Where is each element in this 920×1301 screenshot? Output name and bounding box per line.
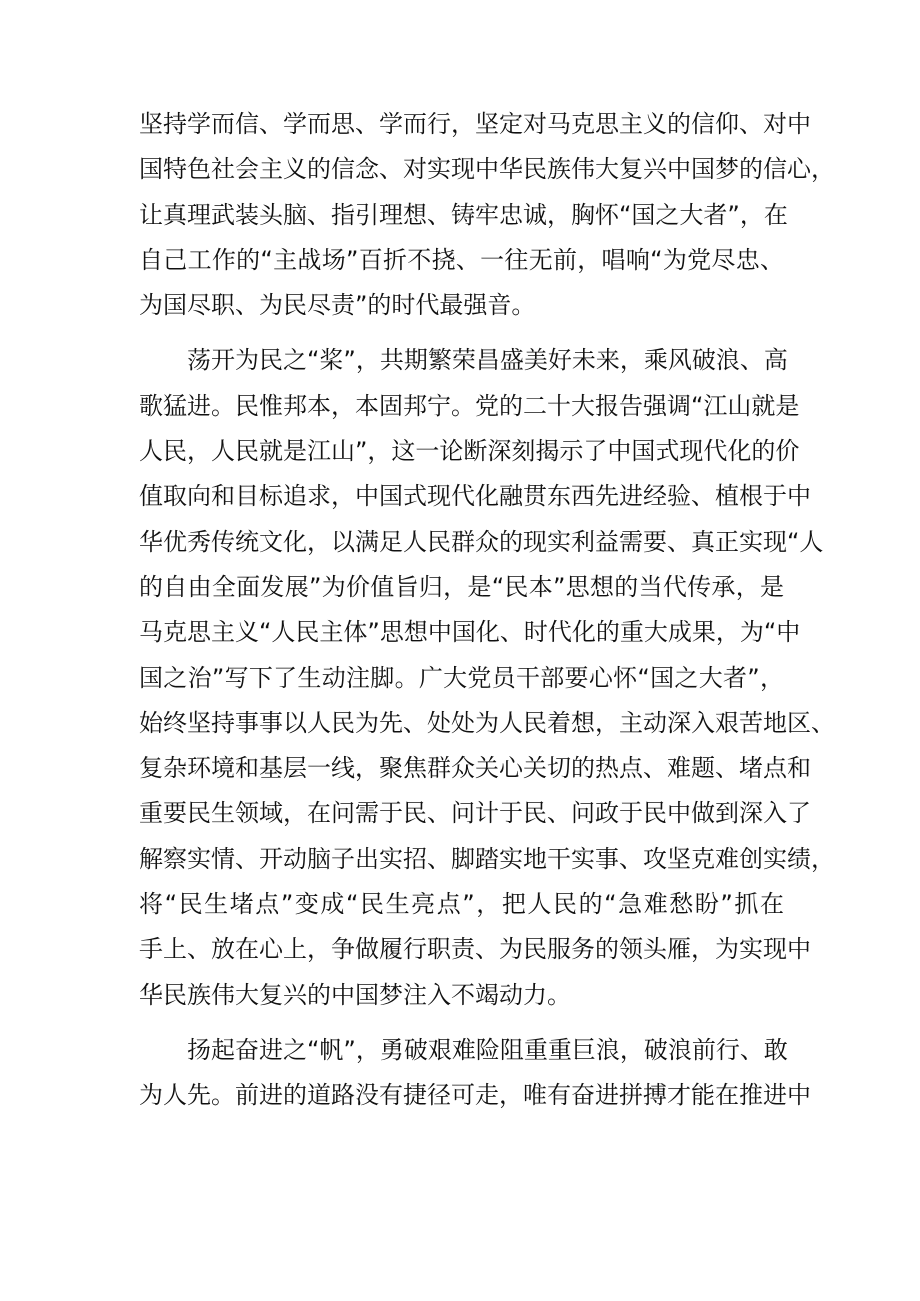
- text-line: 始终坚持事事以人民为先、处处为人民着想，主动深入艰苦地区、: [139, 708, 835, 737]
- text-line: 让真理武装头脑、指引理想、铸牢忠诚，胸怀“国之大者”，在: [139, 200, 788, 229]
- text-line: 自己工作的“主战场”百折不挠、一往无前，唱响“为党尽忠、: [139, 245, 784, 274]
- text-line: 国特色社会主义的信念、对实现中华民族伟大复兴中国梦的信心，: [139, 155, 835, 184]
- text-line: 扬起奋进之“帆”，勇破艰难险阻重重巨浪，破浪前行、敢: [187, 1035, 788, 1064]
- text-line: 歌猛进。民惟邦本，本固邦宁。党的二十大报告强调“江山就是: [139, 391, 800, 420]
- text-line: 为国尽职、为民尽责”的时代最强音。: [139, 291, 536, 320]
- text-line: 解察实情、开动脑子出实招、脚踏实地干实事、攻坚克难创实绩，: [139, 844, 835, 873]
- document-body: [139, 102, 835, 1129]
- text-line: 为人先。前进的道路没有捷径可走，唯有奋进拼搏才能在推进中: [139, 1081, 811, 1110]
- text-line: 将“民生堵点”变成“民生亮点”，把人民的“急难愁盼”抓在: [139, 890, 784, 919]
- text-line: 重要民生领域，在问需于民、问计于民、问政于民中做到深入了: [139, 799, 811, 828]
- text-line: 人民，人民就是江山”，这一论断深刻揭示了中国式现代化的价: [139, 437, 800, 466]
- text-line: 华民族伟大复兴的中国梦注入不竭动力。: [139, 980, 571, 1009]
- paragraph-1: [139, 102, 835, 328]
- text-line: 值取向和目标追求，中国式现代化融贯东西先进经验、植根于中: [139, 482, 811, 511]
- text-line: 坚持学而信、学而思、学而行，坚定对马克思主义的信仰、对中: [139, 110, 811, 138]
- paragraph-2: [139, 338, 835, 1017]
- text-line: 手上、放在心上，争做履行职责、为民服务的领头雁，为实现中: [139, 935, 811, 964]
- paragraph-3: [139, 1028, 811, 1119]
- text-line: 国之治”写下了生动注脚。广大党员干部要心怀“国之大者”，: [139, 663, 784, 692]
- text-line: 复杂环境和基层一线，聚焦群众关心关切的热点、难题、堵点和: [139, 754, 811, 783]
- text-line: 的自由全面发展”为价值旨归，是“民本”思想的当代传承，是: [139, 572, 784, 601]
- text-line: 华优秀传统文化，以满足人民群众的现实利益需要、真正实现“人: [139, 527, 824, 556]
- text-line: 荡开为民之“桨”，共期繁荣昌盛美好未来，乘风破浪、高: [187, 346, 788, 375]
- text-line: 马克思主义“人民主体”思想中国化、时代化的重大成果，为“中: [139, 618, 801, 647]
